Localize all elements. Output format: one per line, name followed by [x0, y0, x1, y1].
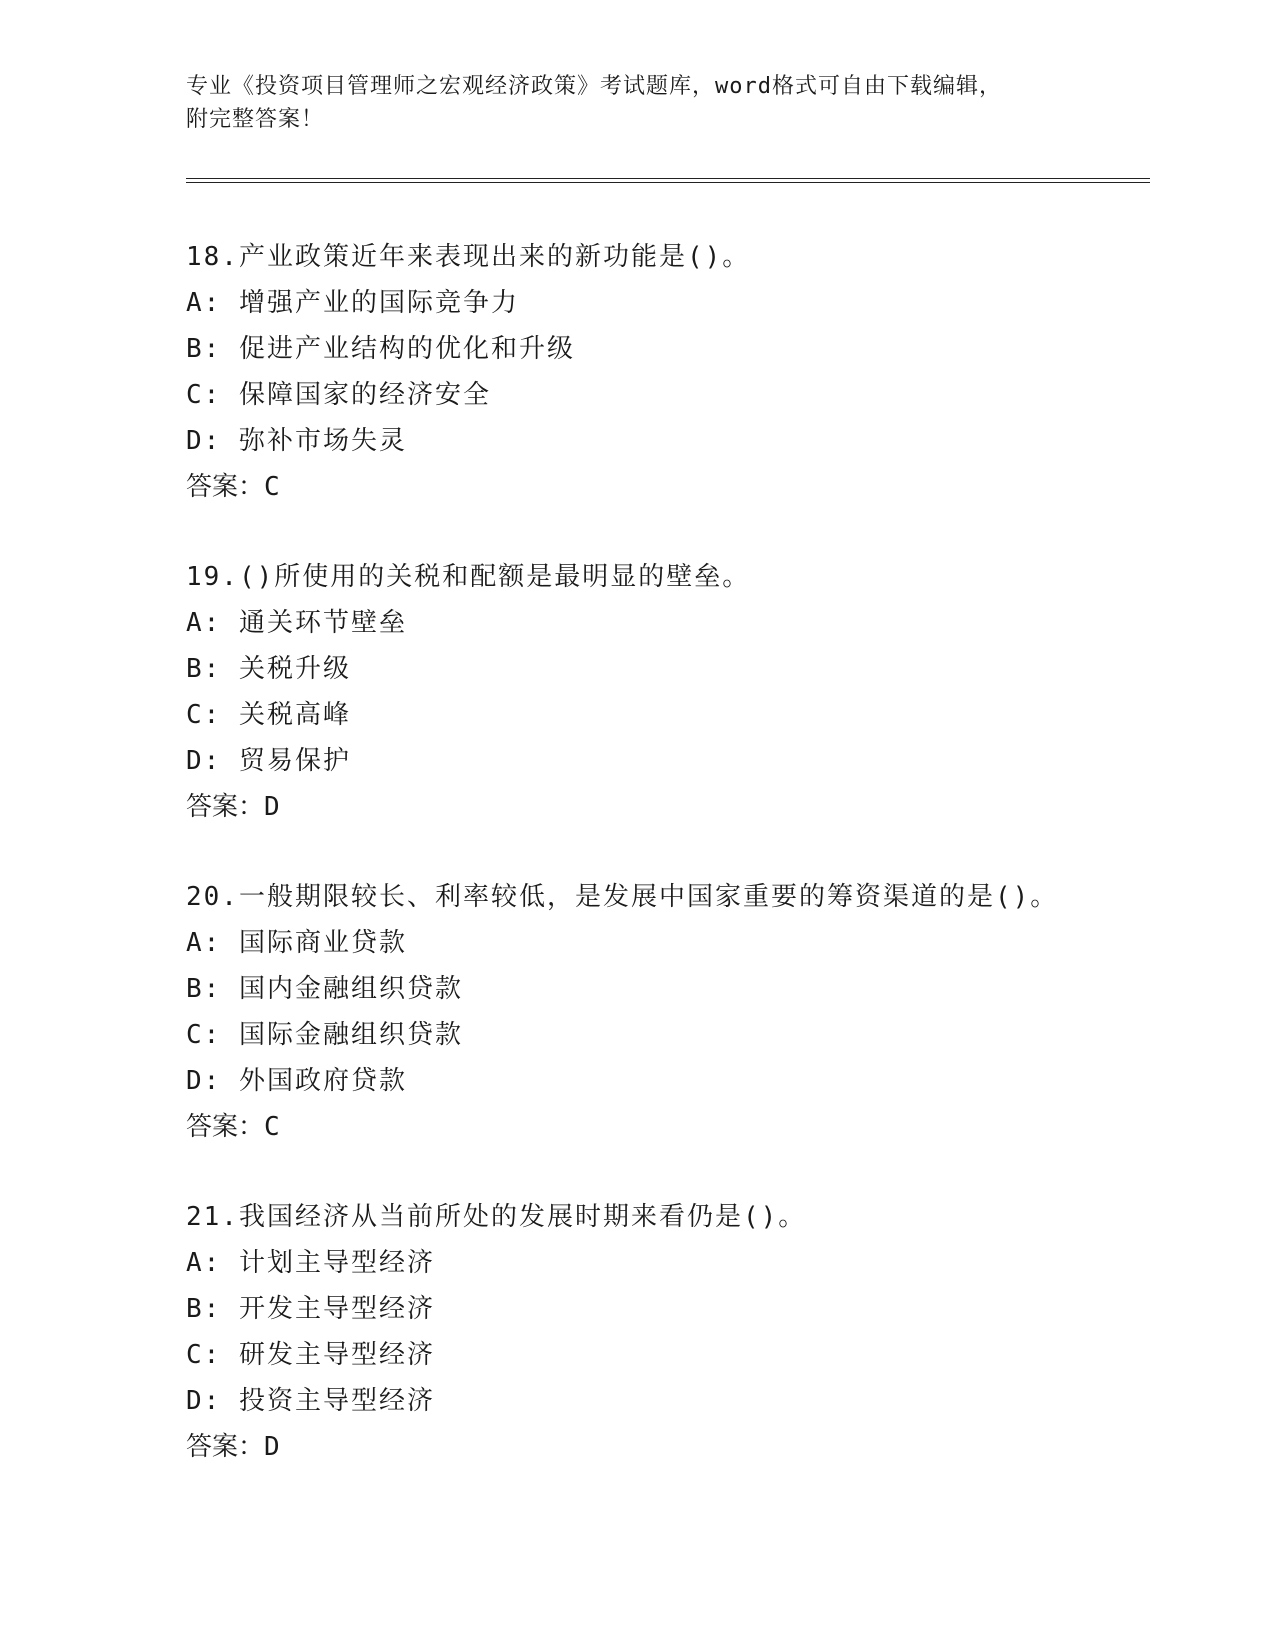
answer-label: 答案：	[186, 1432, 265, 1462]
question-21	[186, 1194, 1150, 1470]
option-c: C: 保障国家的经济安全	[186, 380, 491, 410]
answer-line	[186, 464, 1150, 510]
answer-value: C	[264, 472, 280, 502]
option-a: A: 通关环节壁垒	[186, 608, 407, 638]
option-c: C: 国际金融组织贷款	[186, 1020, 463, 1050]
option-b: B: 促进产业结构的优化和升级	[186, 334, 575, 364]
answer-label: 答案：	[186, 472, 265, 502]
answer-line	[186, 1104, 1150, 1150]
answer-line	[186, 1424, 1150, 1470]
question-stem: 20.一般期限较长、利率较低，是发展中国家重要的筹资渠道的是()。	[186, 882, 1059, 912]
question-stem: 19.()所使用的关税和配额是最明显的壁垒。	[186, 562, 751, 592]
header-line-2: 附完整答案！	[186, 107, 325, 132]
answer-value: D	[264, 792, 280, 822]
option-b: B: 国内金融组织贷款	[186, 974, 463, 1004]
option-a: A: 计划主导型经济	[186, 1248, 435, 1278]
question-list	[186, 234, 1150, 1514]
question-19	[186, 554, 1150, 830]
document-header	[186, 70, 1086, 136]
option-b: B: 开发主导型经济	[186, 1294, 435, 1324]
header-divider	[186, 178, 1150, 183]
option-a: A: 国际商业贷款	[186, 928, 407, 958]
option-d: D: 贸易保护	[186, 746, 351, 776]
question-stem: 18.产业政策近年来表现出来的新功能是()。	[186, 242, 751, 272]
answer-label: 答案：	[186, 1112, 265, 1142]
header-line-1: 专业《投资项目管理师之宏观经济政策》考试题库，word格式可自由下载编辑，	[186, 74, 1002, 99]
question-18	[186, 234, 1150, 510]
option-d: D: 外国政府贷款	[186, 1066, 407, 1096]
option-a: A: 增强产业的国际竞争力	[186, 288, 519, 318]
answer-line	[186, 784, 1150, 830]
question-20	[186, 874, 1150, 1150]
option-d: D: 弥补市场失灵	[186, 426, 407, 456]
question-stem: 21.我国经济从当前所处的发展时期来看仍是()。	[186, 1202, 807, 1232]
answer-value: D	[264, 1432, 280, 1462]
option-b: B: 关税升级	[186, 654, 351, 684]
option-c: C: 关税高峰	[186, 700, 351, 730]
answer-label: 答案：	[186, 792, 265, 822]
option-c: C: 研发主导型经济	[186, 1340, 435, 1370]
option-d: D: 投资主导型经济	[186, 1386, 435, 1416]
answer-value: C	[264, 1112, 280, 1142]
